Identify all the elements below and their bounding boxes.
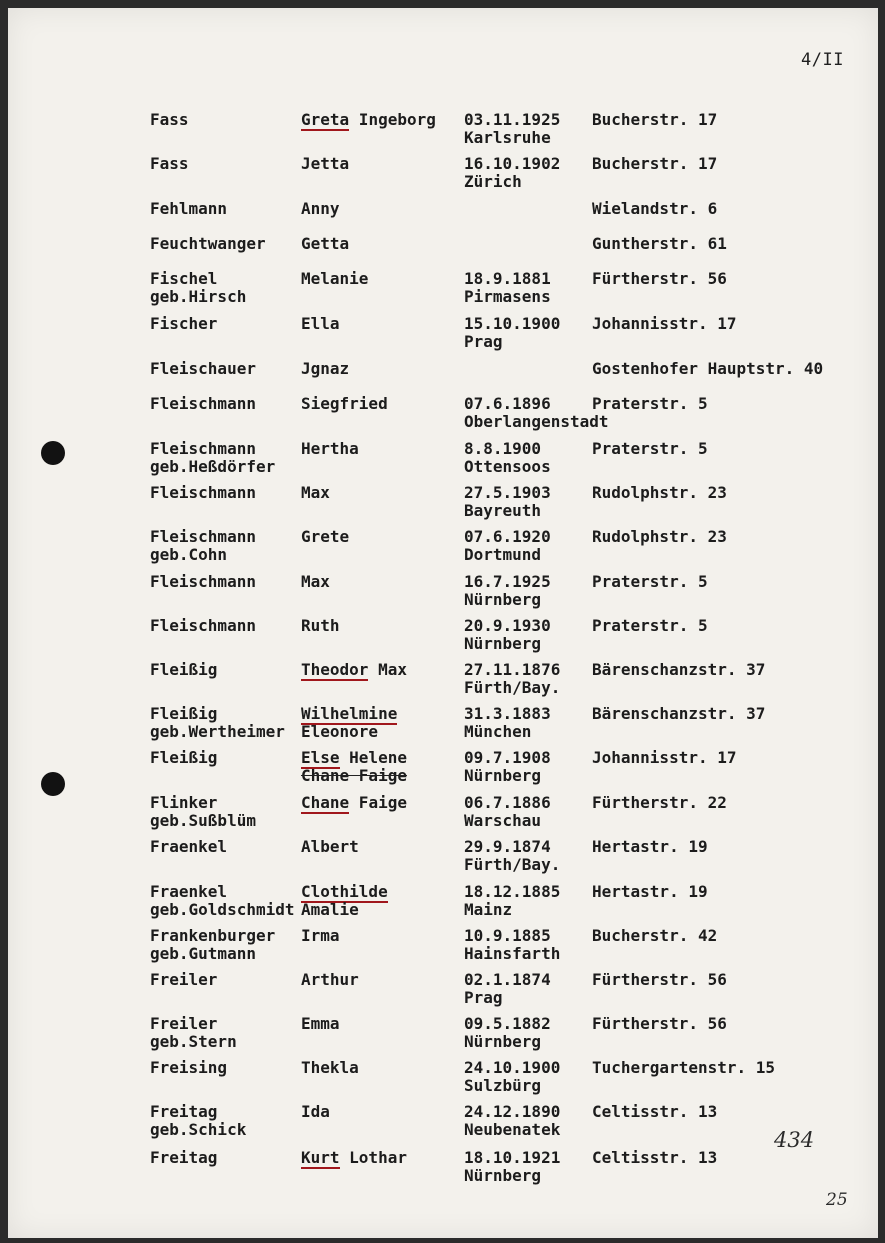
given-name-cell [301, 1059, 359, 1077]
table-row [8, 1059, 878, 1099]
birth-place: Neubenatek [464, 1120, 561, 1139]
surname: Fleischmann [150, 527, 256, 546]
birth-cell [464, 270, 551, 306]
address: Fürtherstr. 56 [592, 970, 727, 989]
surname: Feuchtwanger [150, 234, 266, 253]
given-name: Emma [301, 1014, 340, 1033]
given-name-cell [301, 395, 388, 413]
birth-place: Prag [464, 988, 503, 1007]
birth-date: 07.6.1896 [464, 394, 551, 413]
surname: Fleißig [150, 748, 218, 767]
given-name-cell [301, 484, 330, 502]
given-name: Max [301, 483, 330, 502]
birth-date: 07.6.1920 [464, 527, 551, 546]
address: Bucherstr. 17 [592, 110, 718, 129]
table-row [8, 971, 878, 1011]
address: Rudolphstr. 23 [592, 483, 727, 502]
given-name: Lothar [339, 1148, 407, 1167]
address: Johannisstr. 17 [592, 748, 737, 767]
surname: Freitag [150, 1148, 218, 1167]
birth-date: 24.12.1890 [464, 1102, 561, 1121]
birth-date: 8.8.1900 [464, 439, 542, 458]
given-name-cell [301, 155, 349, 173]
birth-date: 15.10.1900 [464, 314, 561, 333]
birth-place: Fürth/Bay. [464, 855, 561, 874]
surname-cell [150, 661, 217, 679]
birth-place: Ottensoos [464, 457, 551, 476]
surname-cell [150, 484, 256, 502]
document-page [8, 8, 878, 1238]
address: Wielandstr. 6 [592, 199, 718, 218]
surname: Flinker [150, 793, 218, 812]
given-name-cell [301, 360, 349, 378]
surname: Fehlmann [150, 199, 228, 218]
birth-date: 29.9.1874 [464, 837, 551, 856]
birth-place: Mainz [464, 900, 513, 919]
given-name: Jgnaz [301, 359, 350, 378]
birth-place: Nürnberg [464, 766, 542, 785]
birth-place: Pirmasens [464, 287, 551, 306]
surname-cell [150, 111, 189, 129]
given-name-second: Chane Faige [301, 766, 407, 785]
birth-date: 16.7.1925 [464, 572, 551, 591]
maiden-name: geb.Hirsch [150, 287, 247, 306]
given-name: Helene [339, 748, 407, 767]
address: Praterstr. 5 [592, 572, 708, 591]
surname: Fleischmann [150, 616, 256, 635]
surname-cell [150, 749, 217, 767]
given-name: Ida [301, 1102, 330, 1121]
surname-cell [150, 1103, 246, 1139]
given-name-cell [301, 270, 368, 288]
birth-place: Nürnberg [464, 1166, 542, 1185]
birth-cell [464, 484, 551, 520]
birth-cell [464, 1015, 551, 1051]
given-name: Faige [349, 793, 407, 812]
address: Gostenhofer Hauptstr. 40 [592, 359, 824, 378]
address: Bucherstr. 17 [592, 154, 718, 173]
table-row [8, 1015, 878, 1055]
address: Praterstr. 5 [592, 394, 708, 413]
birth-cell [464, 617, 551, 653]
birth-date: 24.10.1900 [464, 1058, 561, 1077]
surname-cell [150, 617, 256, 635]
birth-date: 02.1.1874 [464, 970, 551, 989]
given-name-underlined: Theodor [301, 660, 369, 679]
birth-place: Prag [464, 332, 503, 351]
given-name: Thekla [301, 1058, 359, 1077]
surname: Freiler [150, 1014, 218, 1033]
address: Bärenschanzstr. 37 [592, 660, 766, 679]
birth-date: 10.9.1885 [464, 926, 551, 945]
table-row [8, 705, 878, 745]
table-row [8, 927, 878, 967]
birth-cell [464, 155, 560, 191]
birth-place: Bayreuth [464, 501, 542, 520]
birth-cell [464, 838, 560, 874]
address: Hertastr. 19 [592, 882, 708, 901]
surname: Fischer [150, 314, 218, 333]
given-name-cell [301, 661, 407, 679]
surname: Fass [150, 110, 189, 129]
birth-date: 27.11.1876 [464, 660, 561, 679]
given-name-cell [301, 838, 359, 856]
birth-cell [464, 794, 551, 830]
surname-cell [150, 927, 275, 963]
given-name-underlined: Kurt [301, 1148, 340, 1167]
address: Celtisstr. 13 [592, 1148, 718, 1167]
birth-date: 27.5.1903 [464, 483, 551, 502]
given-name: Melanie [301, 269, 369, 288]
birth-date: 06.7.1886 [464, 793, 551, 812]
surname-cell [150, 794, 256, 830]
surname-cell [150, 440, 275, 476]
birth-cell [464, 528, 551, 564]
address: Guntherstr. 61 [592, 234, 727, 253]
surname: Fleißig [150, 660, 218, 679]
surname-cell [150, 360, 256, 378]
birth-place: Nürnberg [464, 634, 542, 653]
birth-cell [464, 1149, 560, 1185]
surname: Fleischmann [150, 439, 256, 458]
given-name: Grete [301, 527, 350, 546]
given-name-cell [301, 749, 407, 785]
surname-cell [150, 705, 285, 741]
birth-cell [464, 573, 551, 609]
birth-date: 09.5.1882 [464, 1014, 551, 1033]
surname-cell [150, 315, 217, 333]
table-row [8, 794, 878, 834]
maiden-name: geb.Schick [150, 1120, 247, 1139]
given-name: Ingeborg [349, 110, 436, 129]
given-name-cell [301, 111, 436, 129]
surname-cell [150, 1059, 227, 1077]
address: Bärenschanzstr. 37 [592, 704, 766, 723]
address: Johannisstr. 17 [592, 314, 737, 333]
given-name-cell [301, 1149, 407, 1167]
surname-cell [150, 270, 246, 306]
table-row [8, 111, 878, 151]
given-name: Max [368, 660, 407, 679]
birth-place: Oberlangenstadt [464, 412, 609, 431]
address: Fürtherstr. 22 [592, 793, 727, 812]
given-name-second: Amalie [301, 900, 359, 919]
address: Praterstr. 5 [592, 616, 708, 635]
given-name-cell [301, 235, 349, 253]
table-row [8, 573, 878, 613]
table-row [8, 838, 878, 878]
address: Bucherstr. 42 [592, 926, 718, 945]
table-row [8, 617, 878, 657]
surname: Fraenkel [150, 837, 228, 856]
surname: Freiler [150, 970, 218, 989]
table-row [8, 200, 878, 240]
birth-cell [464, 1103, 560, 1139]
maiden-name: geb.Heßdörfer [150, 457, 276, 476]
surname: Fleischmann [150, 394, 256, 413]
corner-note: 25 [826, 1190, 848, 1210]
address: Fürtherstr. 56 [592, 269, 727, 288]
given-name-cell [301, 705, 397, 741]
page-number: 4/II [801, 50, 844, 70]
table-row [8, 528, 878, 568]
given-name: Anny [301, 199, 340, 218]
surname-cell [150, 971, 217, 989]
surname-cell [150, 1149, 217, 1167]
birth-place: Warschau [464, 811, 542, 830]
table-row [8, 395, 878, 435]
birth-cell [464, 440, 551, 476]
given-name: Jetta [301, 154, 350, 173]
table-row [8, 749, 878, 789]
birth-place: Fürth/Bay. [464, 678, 561, 697]
surname: Freising [150, 1058, 228, 1077]
given-name: Ella [301, 314, 340, 333]
given-name-cell [301, 1103, 330, 1121]
maiden-name: geb.Gutmann [150, 944, 256, 963]
birth-cell [464, 315, 560, 351]
surname: Fleißig [150, 704, 218, 723]
birth-place: Karlsruhe [464, 128, 551, 147]
surname: Fraenkel [150, 882, 228, 901]
birth-date: 20.9.1930 [464, 616, 551, 635]
table-row [8, 360, 878, 400]
surname-cell [150, 838, 227, 856]
given-name-cell [301, 315, 340, 333]
surname-cell [150, 395, 256, 413]
given-name-cell [301, 528, 349, 546]
birth-cell [464, 927, 560, 963]
given-name-cell [301, 927, 340, 945]
table-row [8, 484, 878, 524]
birth-place: Hainsfarth [464, 944, 561, 963]
surname-cell [150, 200, 227, 218]
given-name-cell [301, 971, 359, 989]
birth-cell [464, 1059, 560, 1095]
given-name: Hertha [301, 439, 359, 458]
given-name-cell [301, 794, 407, 812]
birth-place: Zürich [464, 172, 522, 191]
surname: Fischel [150, 269, 218, 288]
table-row [8, 155, 878, 195]
birth-date: 18.9.1881 [464, 269, 551, 288]
birth-cell [464, 749, 551, 785]
table-row [8, 661, 878, 701]
given-name: Albert [301, 837, 359, 856]
given-name-cell [301, 440, 359, 458]
maiden-name: geb.Sußblüm [150, 811, 256, 830]
given-name-underlined: Greta [301, 110, 350, 129]
birth-cell [464, 111, 560, 147]
birth-date: 31.3.1883 [464, 704, 551, 723]
surname-cell [150, 1015, 237, 1051]
maiden-name: geb.Stern [150, 1032, 237, 1051]
birth-cell [464, 705, 551, 741]
surname: Fass [150, 154, 189, 173]
surname-cell [150, 573, 256, 591]
handwritten-number: 434 [774, 1128, 815, 1152]
maiden-name: geb.Cohn [150, 545, 228, 564]
address: Tuchergartenstr. 15 [592, 1058, 776, 1077]
maiden-name: geb.Goldschmidt [150, 900, 295, 919]
given-name-second: Eleonore [301, 722, 379, 741]
given-name-underlined: Clothilde [301, 882, 388, 901]
birth-date: 09.7.1908 [464, 748, 551, 767]
address: Hertastr. 19 [592, 837, 708, 856]
given-name: Ruth [301, 616, 340, 635]
birth-place: München [464, 722, 532, 741]
given-name-cell [301, 200, 340, 218]
address: Celtisstr. 13 [592, 1102, 718, 1121]
maiden-name: geb.Wertheimer [150, 722, 285, 741]
address: Fürtherstr. 56 [592, 1014, 727, 1033]
birth-date: 16.10.1902 [464, 154, 561, 173]
table-row [8, 440, 878, 480]
table-row [8, 235, 878, 275]
given-name: Siegfried [301, 394, 388, 413]
birth-place: Nürnberg [464, 590, 542, 609]
table-row [8, 1103, 878, 1143]
table-row [8, 270, 878, 310]
table-row [8, 315, 878, 355]
given-name: Arthur [301, 970, 359, 989]
birth-date: 03.11.1925 [464, 110, 561, 129]
surname-cell [150, 528, 256, 564]
birth-cell [464, 883, 560, 919]
birth-date: 18.10.1921 [464, 1148, 561, 1167]
surname: Fleischmann [150, 572, 256, 591]
birth-cell [464, 661, 560, 697]
given-name: Irma [301, 926, 340, 945]
given-name-underlined: Chane [301, 793, 350, 812]
birth-place: Sulzbürg [464, 1076, 542, 1095]
surname: Freitag [150, 1102, 218, 1121]
given-name-cell [301, 883, 388, 919]
table-row [8, 883, 878, 923]
table-row [8, 1149, 878, 1189]
surname: Fleischmann [150, 483, 256, 502]
address: Praterstr. 5 [592, 439, 708, 458]
birth-cell [464, 971, 551, 1007]
given-name: Max [301, 572, 330, 591]
given-name-cell [301, 617, 340, 635]
birth-date: 18.12.1885 [464, 882, 561, 901]
surname: Fleischauer [150, 359, 256, 378]
surname-cell [150, 883, 295, 919]
given-name: Getta [301, 234, 350, 253]
given-name-cell [301, 573, 330, 591]
given-name-cell [301, 1015, 340, 1033]
given-name-underlined: Else [301, 748, 340, 767]
birth-cell [464, 395, 609, 431]
given-name-underlined: Wilhelmine [301, 704, 398, 723]
surname-cell [150, 155, 189, 173]
birth-place: Nürnberg [464, 1032, 542, 1051]
address: Rudolphstr. 23 [592, 527, 727, 546]
surname-cell [150, 235, 266, 253]
birth-place: Dortmund [464, 545, 542, 564]
surname: Frankenburger [150, 926, 276, 945]
